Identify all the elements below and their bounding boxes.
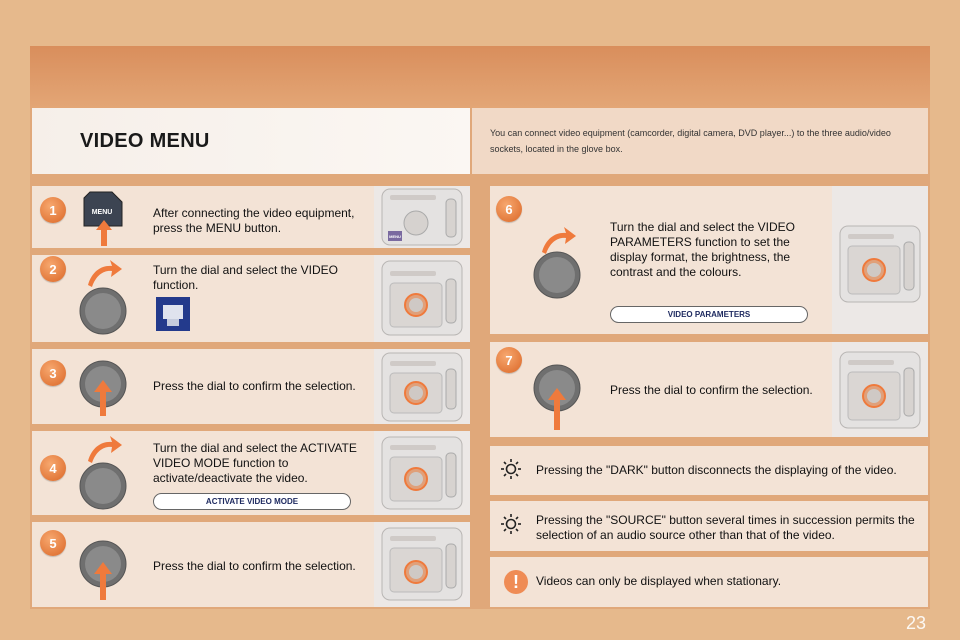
- note-stationary-warning: [490, 557, 928, 607]
- dial-knob-icon: [78, 286, 128, 336]
- dial-knob-icon: [78, 461, 128, 511]
- head-unit-icon: [838, 224, 922, 304]
- note-text: Pressing the "DARK" button disconnects the displaying of the video.: [536, 463, 897, 477]
- head-unit-icon: [380, 526, 464, 602]
- step-number-badge: 7: [496, 347, 522, 373]
- head-unit-panel: [374, 255, 470, 342]
- step-text: Press the dial to confirm the selection.: [153, 559, 356, 573]
- dial-press-icon: [532, 358, 582, 434]
- note-source-button: [490, 501, 928, 551]
- step-card-5: [32, 522, 470, 607]
- head-unit-panel: [832, 342, 928, 437]
- dial-knob-icon: [532, 250, 582, 300]
- page-title: VIDEO MENU: [80, 130, 210, 152]
- note-dark-button: [490, 446, 928, 495]
- step-number-badge: 1: [40, 197, 66, 223]
- step-text: Press the dial to confirm the selection.: [153, 379, 356, 393]
- menu-key-text: MENU: [389, 234, 401, 239]
- head-unit-icon: [380, 435, 464, 511]
- exclamation-icon: !: [504, 570, 528, 594]
- step-number-badge: 6: [496, 196, 522, 222]
- dial-press-icon: [78, 534, 128, 604]
- step-number-badge: 2: [40, 256, 66, 282]
- head-unit-icon: [838, 350, 922, 430]
- step-number-badge: 4: [40, 455, 66, 481]
- head-unit-panel: [832, 186, 928, 334]
- menu-button-icon: [82, 190, 126, 248]
- step-card-7: [490, 342, 928, 437]
- step-text: Press the dial to confirm the selection.: [610, 383, 813, 397]
- intro-text: You can connect video equipment (camcorder, digital camera, DVD player...) to the three audio/video sockets, located in the glove box.: [490, 128, 891, 154]
- head-unit-icon: [380, 187, 464, 247]
- frame-top-band: [30, 46, 930, 108]
- head-unit-panel: [374, 349, 470, 424]
- step-text: After connecting the video equipment, press the MENU button.: [153, 206, 355, 235]
- menu-option-pill: VIDEO PARAMETERS: [610, 306, 808, 323]
- step-card-6: [490, 186, 928, 334]
- page-number: 23: [905, 613, 926, 633]
- title-panel: [32, 108, 470, 174]
- step-text: Turn the dial and select the ACTIVATE VIDEO MODE function to activate/deactivate the video.: [153, 441, 357, 485]
- video-function-icon: [156, 297, 190, 331]
- head-unit-panel: [374, 522, 470, 607]
- head-unit-icon: [380, 351, 464, 423]
- step-text: Turn the dial and select the VIDEO PARAMETERS function to set the display format, the brightness, the contrast and the colours.: [610, 220, 795, 279]
- note-text: Videos can only be displayed when stationary.: [536, 574, 782, 588]
- menu-option-pill: ACTIVATE VIDEO MODE: [153, 493, 351, 510]
- sun-icon: [500, 513, 522, 535]
- menu-key-label: MENU: [91, 209, 113, 216]
- head-unit-panel: [374, 186, 470, 248]
- head-unit-panel: [374, 431, 470, 515]
- sun-icon: [500, 458, 522, 480]
- step-text: Turn the dial and select the VIDEO function.: [153, 263, 338, 292]
- intro-panel: [472, 108, 928, 174]
- step-card-1: [32, 186, 470, 248]
- rotate-arrow-icon: [84, 259, 124, 289]
- head-unit-icon: [380, 259, 464, 337]
- step-number-badge: 5: [40, 530, 66, 556]
- dial-press-icon: [78, 354, 128, 420]
- step-card-3: [32, 349, 470, 424]
- step-card-2: [32, 255, 470, 342]
- note-text: Pressing the "SOURCE" button several times in succession permits the selection of an audio source other than that of the video.: [536, 513, 915, 542]
- step-card-4: [32, 431, 470, 515]
- step-number-badge: 3: [40, 360, 66, 386]
